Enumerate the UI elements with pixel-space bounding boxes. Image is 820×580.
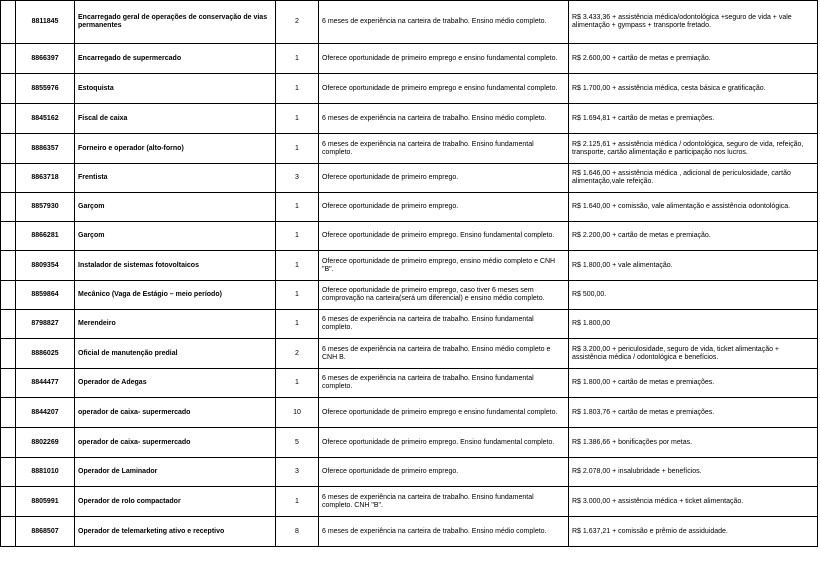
row-margin-cell [1,428,16,458]
requirements-cell [319,458,569,487]
job-title-cell [75,281,276,310]
requirements-text: 6 meses de experiência na carteira de trabalho. Ensino médio completo. [322,527,547,535]
row-margin-cell [1,164,16,193]
vacancies-text: 2 [295,349,299,357]
job-code-cell [16,193,75,222]
job-code-text: 8886357 [31,144,59,152]
job-code-text: 8866397 [31,54,59,62]
row-margin-cell [1,398,16,428]
job-title-cell [75,251,276,281]
job-title-text: Encarregado de supermercado [78,54,182,62]
salary-cell [569,281,818,310]
vacancies-cell [276,104,319,134]
table-row [1,104,818,134]
job-code-text: 8886025 [31,349,59,357]
table-row [1,1,818,44]
job-title-text: operador de caixa- supermercado [78,408,191,416]
vacancies-cell [276,310,319,339]
salary-cell [569,487,818,517]
table-row [1,369,818,398]
salary-text: R$ 2.200,00 + cartão de metas e premiação. [572,232,711,239]
vacancies-text: 1 [295,291,299,298]
table-row [1,193,818,222]
job-code-cell [16,369,75,398]
requirements-text: 6 meses de experiência na carteira de trabalho. Ensino fundamental completo. [322,375,534,390]
vacancies-text: 1 [295,84,299,92]
job-code-text: 8863718 [31,174,59,181]
row-margin-cell [1,193,16,222]
vacancies-text: 1 [295,497,299,505]
job-code-text: 8868507 [31,527,59,535]
job-code-text: 8805991 [31,497,59,505]
job-title-cell [75,1,276,44]
job-code-cell [16,104,75,134]
salary-text: R$ 1.800,00 + vale alimentação. [572,261,673,269]
vacancies-cell [276,1,319,44]
job-title-cell [75,339,276,369]
requirements-cell [319,428,569,458]
vacancies-cell [276,134,319,164]
row-margin-cell [1,310,16,339]
salary-text: R$ 1.640,00 + comissão, vale alimentação e assistência odontológica. [572,203,791,210]
job-title-cell [75,44,276,74]
salary-cell [569,369,818,398]
salary-text: R$ 1.700,00 + assistência médica, cesta básica e gratificação. [572,84,766,92]
job-code-cell [16,339,75,369]
job-title-text: operador de caixa- supermercado [78,438,191,446]
job-code-cell [16,458,75,487]
job-title-cell [75,398,276,428]
table-row [1,458,818,487]
job-title-text: Merendeiro [78,320,116,327]
vacancies-cell [276,458,319,487]
job-listings-body [1,1,818,547]
job-code-cell [16,164,75,193]
requirements-text: Oferece oportunidade de primeiro emprego, caso tiver 6 meses sem comprovação na carteira(será um diferencial) e ensino médio completo. [322,287,545,302]
job-title-text: Operador de rolo compactador [78,497,181,505]
requirements-text: 6 meses de experiência na carteira de trabalho. Ensino médio completo e CNH B. [322,345,551,361]
row-margin-cell [1,44,16,74]
requirements-text: Oferece oportunidade de primeiro emprego e ensino fundamental completo. [322,408,558,416]
vacancies-text: 1 [295,114,299,122]
job-title-cell [75,74,276,104]
table-row [1,44,818,74]
salary-text: R$ 1.803,76 + cartão de metas e premiações. [572,408,715,416]
job-code-text: 8855976 [31,84,59,92]
requirements-text: Oferece oportunidade de primeiro emprego. Ensino fundamental completo. [322,232,555,239]
requirements-text: Oferece oportunidade de primeiro emprego. [322,468,459,475]
job-title-cell [75,193,276,222]
vacancies-cell [276,428,319,458]
table-row [1,517,818,547]
vacancies-cell [276,487,319,517]
job-code-cell [16,251,75,281]
row-margin-cell [1,1,16,44]
requirements-cell [319,222,569,251]
vacancies-cell [276,44,319,74]
job-title-text: Fiscal de caixa [78,114,128,122]
salary-cell [569,339,818,369]
vacancies-cell [276,369,319,398]
job-title-text: Oficial de manutenção predial [78,349,178,357]
salary-text: R$ 1.646,00 + assistência médica , adicional de periculosidade, cartão alimentação,vale refeição. [572,170,791,185]
requirements-text: Oferece oportunidade de primeiro emprego. [322,203,459,210]
requirements-text: Oferece oportunidade de primeiro emprego, ensino médio completo e CNH "B". [322,257,556,273]
requirements-cell [319,281,569,310]
salary-text: R$ 3.000,00 + assistência médica + ticket alimentação. [572,497,744,505]
job-title-text: Operador de telemarketing ativo e receptivo [78,527,225,535]
vacancies-cell [276,398,319,428]
requirements-text: 6 meses de experiência na carteira de trabalho. Ensino fundamental completo. [322,316,534,331]
row-margin-cell [1,339,16,369]
salary-cell [569,428,818,458]
requirements-text: 6 meses de experiência na carteira de trabalho. Ensino fundamental completo. CNH "B". [322,493,534,509]
vacancies-text: 10 [293,408,301,416]
job-title-cell [75,164,276,193]
table-row [1,339,818,369]
requirements-cell [319,517,569,547]
table-row [1,74,818,104]
salary-text: R$ 3.200,00 + periculosidade, seguro de vida, ticket alimentação + assistência médica / odontológica e benefícios. [572,345,780,361]
requirements-cell [319,487,569,517]
vacancies-cell [276,74,319,104]
requirements-cell [319,251,569,281]
salary-cell [569,1,818,44]
job-title-cell [75,487,276,517]
salary-text: R$ 1.800,00 + cartão de metas e premiações. [572,379,715,386]
vacancies-text: 1 [295,232,299,239]
salary-text: R$ 3.433,36 + assistência médica/odontológica +seguro de vida + vale alimentação + gympass + transporte fretado. [572,14,792,29]
requirements-cell [319,1,569,44]
job-title-text: Frentista [78,174,108,181]
job-code-text: 8881010 [31,468,59,475]
requirements-cell [319,74,569,104]
vacancies-text: 1 [295,54,299,62]
job-code-text: 8798827 [31,320,59,327]
job-title-text: Garçom [78,203,105,210]
job-title-text: Encarregado geral de operações de conservação de vias permanentes [78,14,268,29]
job-code-text: 8809354 [31,261,59,269]
salary-text: R$ 1.637,21 + comissão e prêmio de assiduidade. [572,527,728,535]
row-margin-cell [1,517,16,547]
job-code-cell [16,74,75,104]
salary-cell [569,517,818,547]
table-row [1,428,818,458]
salary-cell [569,251,818,281]
row-margin-cell [1,104,16,134]
salary-text: R$ 2.600,00 + cartão de metas e premiação. [572,54,711,62]
requirements-cell [319,164,569,193]
job-code-text: 8844477 [31,379,59,386]
job-title-text: Operador de Adegas [78,379,147,386]
requirements-cell [319,310,569,339]
salary-cell [569,458,818,487]
row-margin-cell [1,487,16,517]
vacancies-cell [276,339,319,369]
job-title-cell [75,517,276,547]
vacancies-text: 3 [295,174,299,181]
job-title-text: Estoquista [78,84,114,92]
job-title-cell [75,222,276,251]
job-code-text: 8844207 [31,408,59,416]
row-margin-cell [1,222,16,251]
vacancies-text: 3 [295,468,299,475]
row-margin-cell [1,458,16,487]
salary-cell [569,104,818,134]
vacancies-cell [276,193,319,222]
job-title-cell [75,104,276,134]
vacancies-text: 8 [295,527,299,535]
table-row [1,281,818,310]
table-row [1,134,818,164]
vacancies-cell [276,281,319,310]
row-margin-cell [1,134,16,164]
requirements-text: 6 meses de experiência na carteira de trabalho. Ensino médio completo. [322,114,547,122]
job-code-text: 8859864 [31,291,59,298]
job-title-text: Operador de Laminador [78,468,158,475]
salary-text: R$ 500,00. [572,291,607,298]
table-row [1,487,818,517]
requirements-cell [319,193,569,222]
job-code-cell [16,398,75,428]
salary-cell [569,164,818,193]
job-title-cell [75,134,276,164]
vacancies-cell [276,251,319,281]
salary-cell [569,134,818,164]
row-margin-cell [1,281,16,310]
job-code-text: 8857930 [31,203,59,210]
requirements-cell [319,44,569,74]
job-title-text: Garçom [78,232,105,239]
job-code-cell [16,222,75,251]
salary-text: R$ 1.386,66 + bonificações por metas. [572,438,693,446]
requirements-cell [319,369,569,398]
requirements-text: Oferece oportunidade de primeiro emprego. Ensino fundamental completo. [322,438,555,446]
requirements-cell [319,104,569,134]
job-code-text: 8811845 [31,18,59,25]
job-title-cell [75,428,276,458]
vacancies-text: 2 [295,18,299,25]
job-title-cell [75,458,276,487]
table-row [1,310,818,339]
vacancies-cell [276,517,319,547]
salary-cell [569,310,818,339]
vacancies-text: 5 [295,438,299,446]
requirements-text: Oferece oportunidade de primeiro emprego e ensino fundamental completo. [322,54,558,62]
requirements-text: 6 meses de experiência na carteira de trabalho. Ensino fundamental completo. [322,140,534,156]
job-code-cell [16,1,75,44]
row-margin-cell [1,74,16,104]
vacancies-cell [276,222,319,251]
job-title-text: Mecânico (Vaga de Estágio – meio período) [78,291,222,298]
vacancies-text: 1 [295,320,299,327]
table-row [1,251,818,281]
row-margin-cell [1,369,16,398]
requirements-cell [319,134,569,164]
job-code-text: 8845162 [31,114,59,122]
job-code-cell [16,44,75,74]
table-row [1,398,818,428]
job-title-cell [75,310,276,339]
job-code-cell [16,310,75,339]
salary-cell [569,193,818,222]
vacancies-cell [276,164,319,193]
salary-text: R$ 1.800,00 [572,320,611,327]
salary-text: R$ 2.078,00 + insalubridade + benefícios. [572,468,702,475]
job-code-cell [16,428,75,458]
table-row [1,222,818,251]
requirements-text: 6 meses de experiência na carteira de trabalho. Ensino médio completo. [322,18,547,25]
job-code-cell [16,281,75,310]
vacancies-text: 1 [295,144,299,152]
table-row [1,164,818,193]
vacancies-text: 1 [295,379,299,386]
salary-text: R$ 1.694,81 + cartão de metas e premiações. [572,114,715,122]
job-code-text: 8866281 [31,232,59,239]
job-code-cell [16,134,75,164]
salary-text: R$ 2.125,61 + assistência médica / odontológica, seguro de vida, refeição, transporte, cartão alimentação e participação nos lucros. [572,140,804,156]
requirements-text: Oferece oportunidade de primeiro emprego e ensino fundamental completo. [322,84,558,92]
vacancies-text: 1 [295,261,299,269]
salary-cell [569,74,818,104]
job-title-cell [75,369,276,398]
salary-cell [569,398,818,428]
job-code-cell [16,487,75,517]
requirements-text: Oferece oportunidade de primeiro emprego. [322,174,459,181]
vacancies-text: 1 [295,203,299,210]
requirements-cell [319,339,569,369]
job-code-text: 8802269 [31,438,59,446]
job-title-text: Instalador de sistemas fotovoltaicos [78,261,199,269]
job-code-cell [16,517,75,547]
salary-cell [569,222,818,251]
salary-cell [569,44,818,74]
requirements-cell [319,398,569,428]
row-margin-cell [1,251,16,281]
job-title-text: Forneiro e operador (alto-forno) [78,144,184,152]
